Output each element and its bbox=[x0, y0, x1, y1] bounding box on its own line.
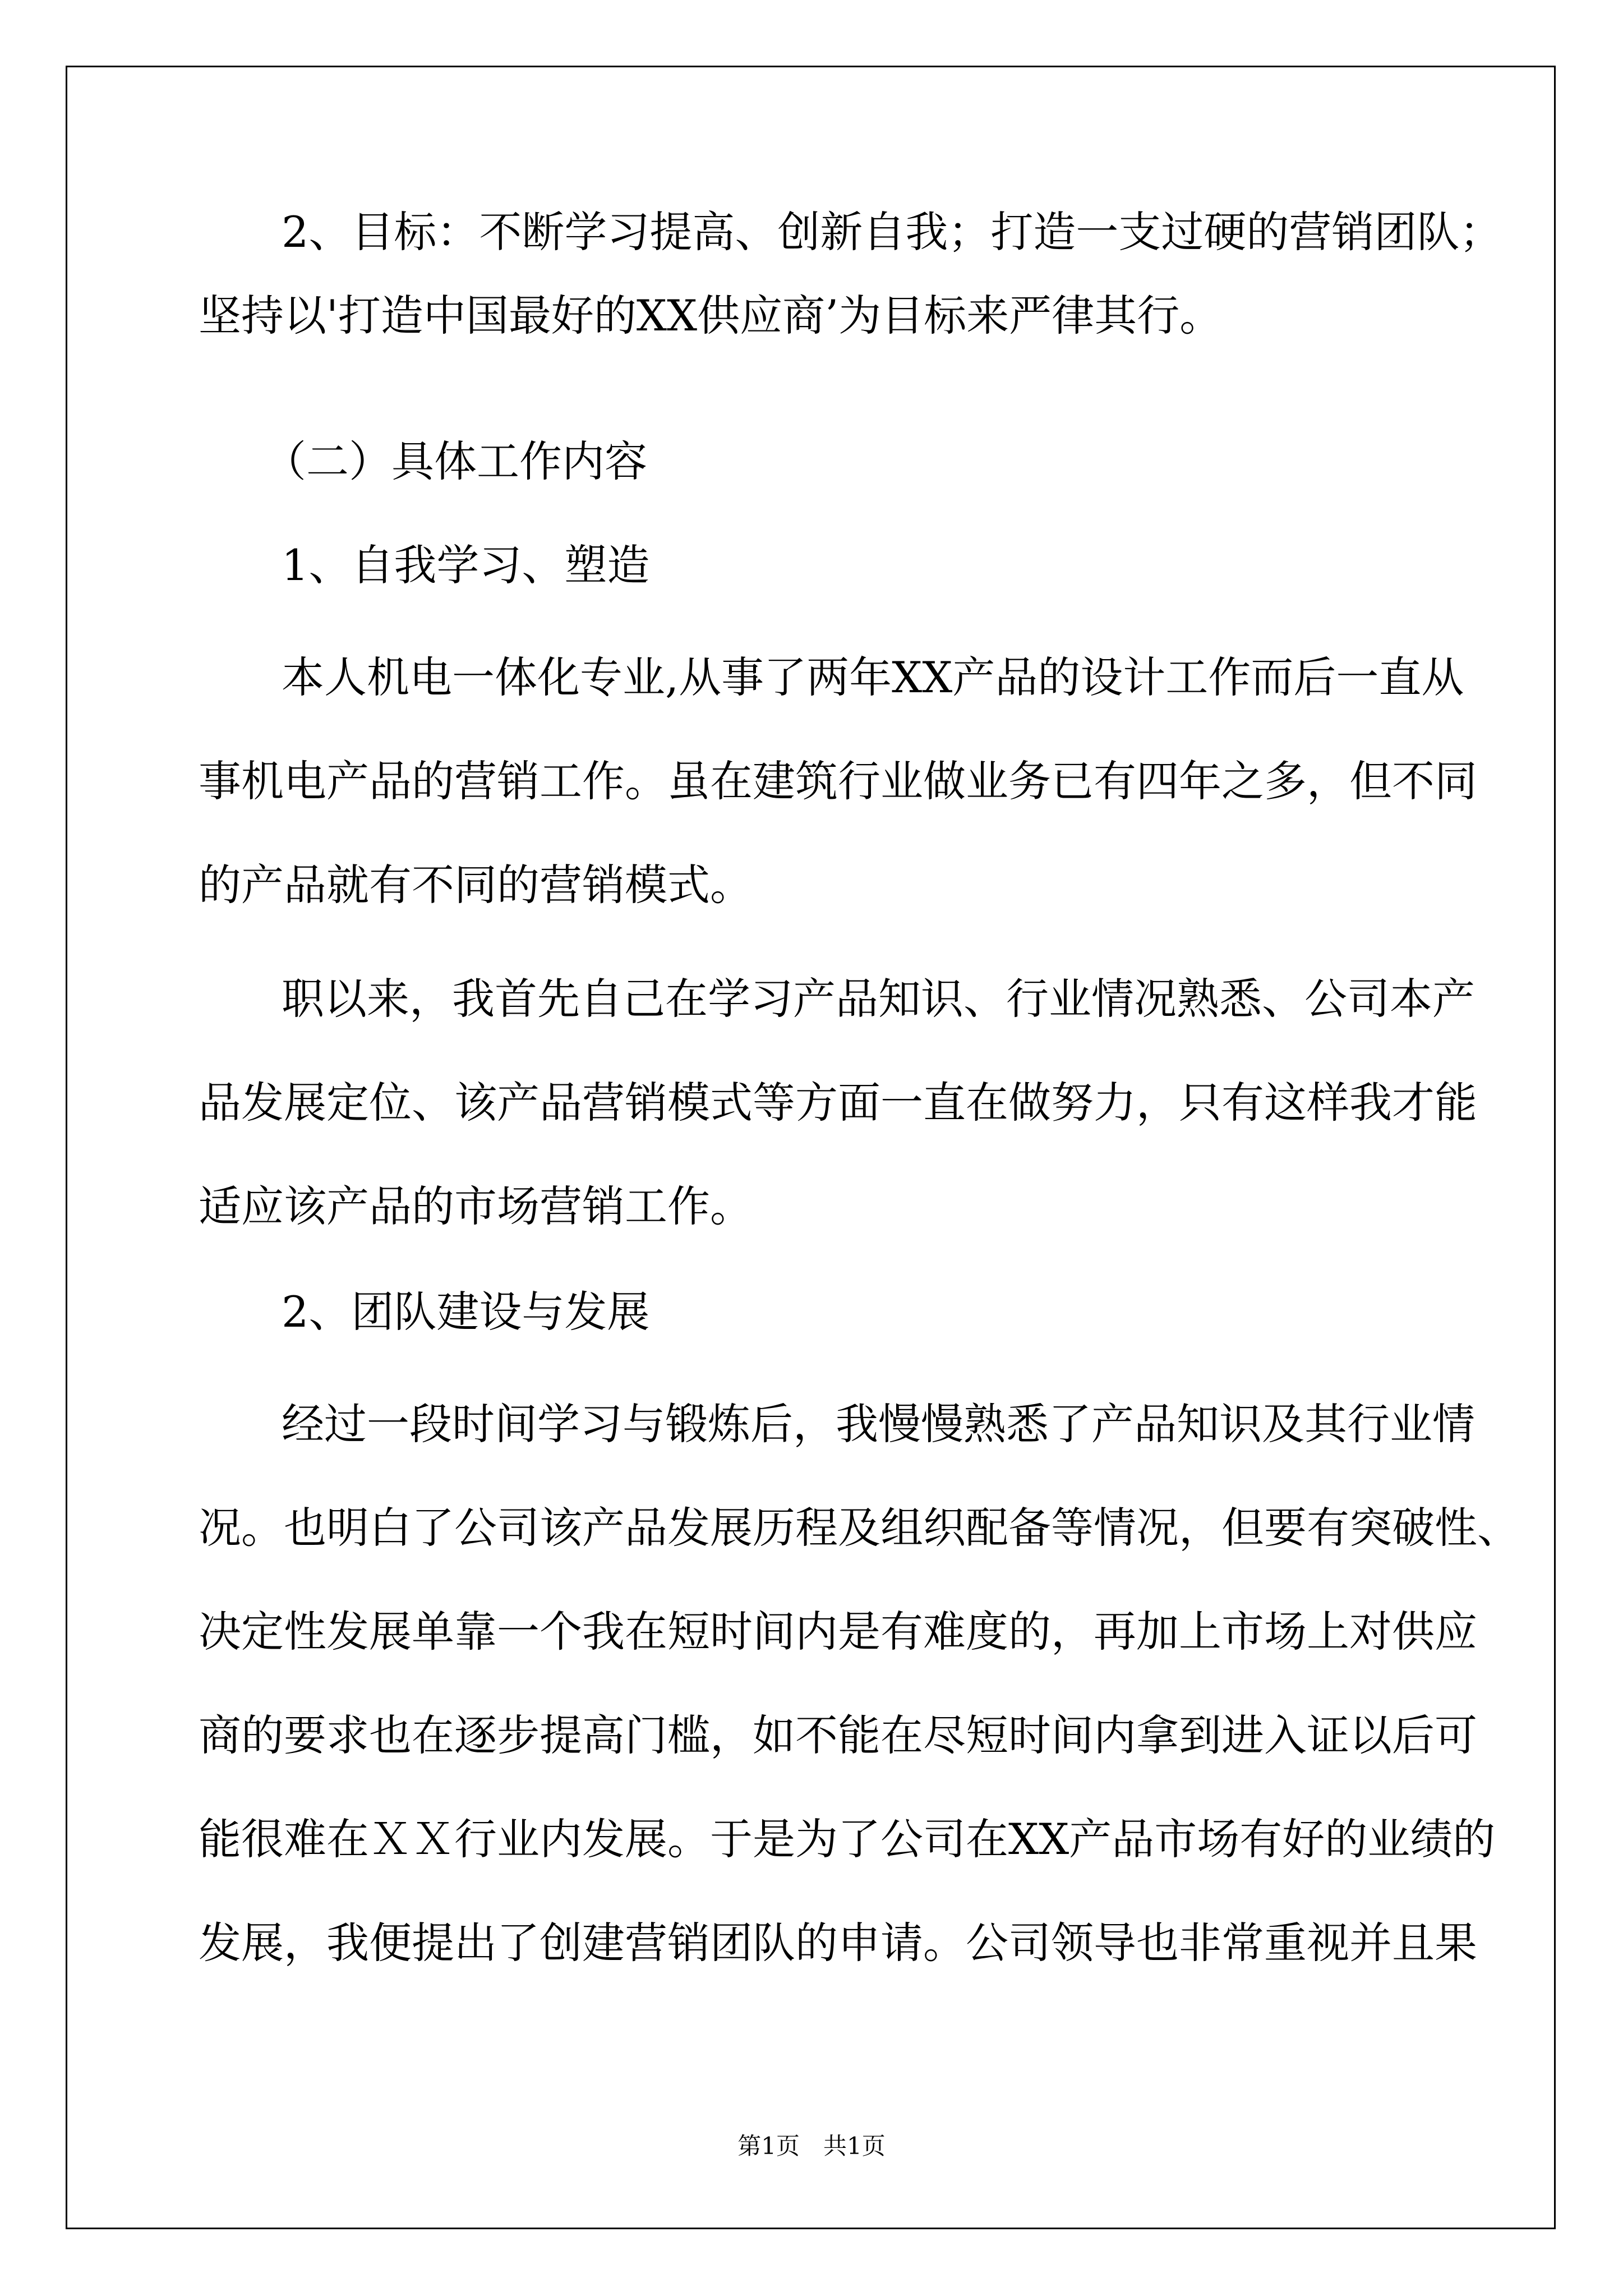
paragraph-line: 本人机电一体化专业,从事了两年XX产品的设计工作而后一直从 bbox=[282, 652, 1464, 702]
page-border bbox=[66, 66, 1556, 2229]
subsection-heading: 2、团队建设与发展 bbox=[282, 1287, 650, 1337]
paragraph-line: 适应该产品的市场营销工作。 bbox=[199, 1181, 753, 1231]
paragraph-line: 能很难在ＸＸ行业内发展。于是为了公司在XX产品市场有好的业绩的 bbox=[199, 1814, 1496, 1864]
paragraph-line: 事机电产品的营销工作。虽在建筑行业做业务已有四年之多，但不同 bbox=[199, 756, 1477, 806]
paragraph-line: 发展，我便提出了创建营销团队的申请。公司领导也非常重视并且果 bbox=[199, 1918, 1477, 1968]
paragraph-line: 品发展定位、该产品营销模式等方面一直在做努力，只有这样我才能 bbox=[199, 1078, 1477, 1128]
page-number-footer: 第1页 共1页 bbox=[737, 2132, 886, 2160]
paragraph-line: 决定性发展单靠一个我在短时间内是有难度的，再加上市场上对供应 bbox=[199, 1607, 1477, 1657]
paragraph-line: 职以来，我首先自己在学习产品知识、行业情况熟悉、公司本产 bbox=[282, 974, 1475, 1024]
paragraph-line: 2、目标：不断学习提高、创新自我；打造一支过硬的营销团队； bbox=[282, 207, 1502, 257]
paragraph-line: 经过一段时间学习与锻炼后，我慢慢熟悉了产品知识及其行业情 bbox=[282, 1399, 1475, 1449]
paragraph-line: 商的要求也在逐步提高门槛，如不能在尽短时间内拿到进入证以后可 bbox=[199, 1710, 1477, 1760]
subsection-heading: 1、自我学习、塑造 bbox=[282, 540, 650, 590]
section-heading: （二）具体工作内容 bbox=[264, 436, 647, 486]
paragraph-line: 况。也明白了公司该产品发展历程及组织配备等情况，但要有突破性、 bbox=[199, 1503, 1520, 1553]
paragraph-line: 的产品就有不同的营销模式。 bbox=[199, 860, 753, 910]
paragraph-line: 坚持以'打造中国最好的XX供应商’为目标来严律其行。 bbox=[199, 291, 1223, 341]
